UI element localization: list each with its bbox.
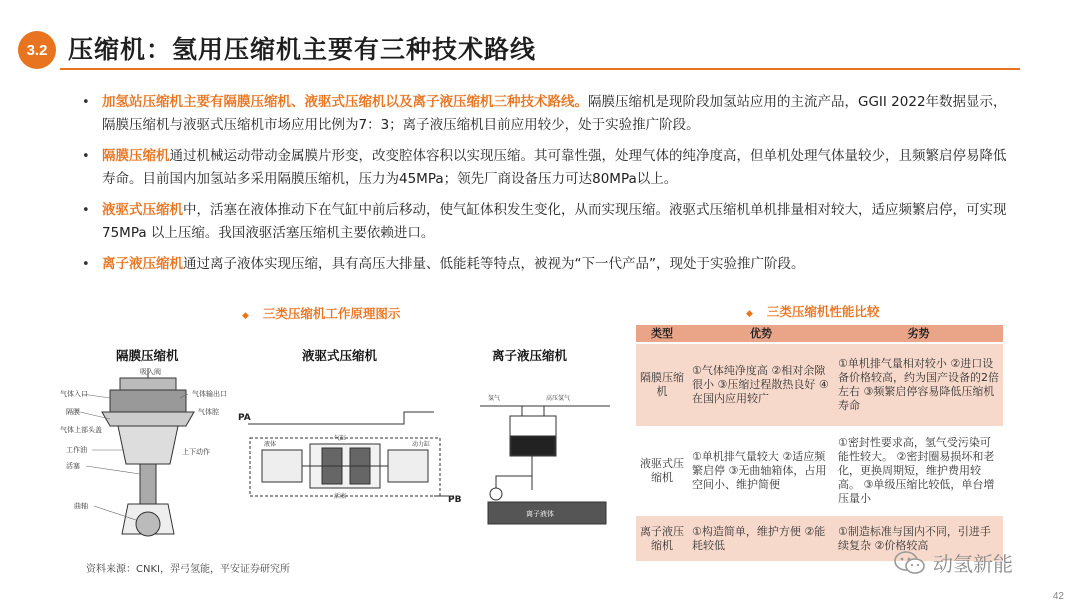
hydraulic-callout: 活塞 bbox=[334, 493, 347, 500]
diaphragm-callout: 上下动作 bbox=[182, 448, 210, 456]
bullet-highlight: 离子液压缩机 bbox=[102, 256, 183, 272]
pb-label: PB bbox=[448, 495, 462, 505]
bullet-dot-icon: • bbox=[82, 149, 90, 164]
page-title: 压缩机：氢用压缩机主要有三种技术路线 bbox=[68, 35, 537, 64]
table-cell-cons: ①单机排气量相对较小 ②进口设备价格较高，约为国产设备的2倍左右 ③频繁启停容易降低压缩机寿命 bbox=[834, 343, 1003, 427]
hydraulic-callout: 动力缸 bbox=[412, 441, 431, 448]
bullet-dot-icon: • bbox=[82, 203, 90, 218]
table-cell-type: 隔膜压缩机 bbox=[636, 343, 688, 427]
hydraulic-panel-label: 液驱式压缩机 bbox=[302, 348, 378, 363]
bullet-highlight: 液驱式压缩机 bbox=[102, 202, 183, 218]
ionic-callout: 氢气 bbox=[488, 395, 501, 402]
bullet-item bbox=[82, 145, 1012, 191]
hydraulic-callout: 气缸 bbox=[334, 435, 347, 442]
ionic-panel-label: 离子液压缩机 bbox=[492, 348, 568, 363]
performance-comparison-table bbox=[636, 325, 1003, 561]
page-number: 42 bbox=[1052, 591, 1064, 602]
bullet-highlight: 隔膜压缩机 bbox=[102, 148, 170, 164]
diaphragm-callout: 工作油 bbox=[66, 446, 87, 454]
table-row bbox=[636, 427, 1003, 515]
diaphragm-callout: 气体腔 bbox=[198, 408, 219, 416]
table-cell-cons: ①密封性要求高，氢气受污染可能性较大。 ②密封圈易损坏和老化，更换周期短，维护费用较高。 ③单级压缩比较低，单台增压量小 bbox=[834, 427, 1003, 515]
bullet-highlight: 加氢站压缩机主要有隔膜压缩机、液驱式压缩机以及离子液压缩机三种技术路线。 bbox=[102, 94, 588, 110]
table-cell-pros: ①构造简单，维护方便 ②能耗较低 bbox=[688, 515, 834, 561]
source-note: 资料来源：CNKI，羿弓氢能，平安证券研究所 bbox=[86, 564, 290, 575]
bullet-dot-icon: • bbox=[82, 257, 90, 272]
hydraulic-callout: 液体 bbox=[264, 441, 277, 448]
diaphragm-callout: 气体上部头盖 bbox=[60, 426, 102, 434]
diamond-icon: ◆ bbox=[242, 311, 249, 321]
table-header-cons: 劣势 bbox=[834, 325, 1003, 343]
table-cell-pros: ①气体纯净度高 ②相对余隙很小 ③压缩过程散热良好 ④在国内应用较广 bbox=[688, 343, 834, 427]
figure-title: ◆ 三类压缩机工作原理图示 bbox=[242, 306, 401, 321]
watermark bbox=[893, 548, 1013, 577]
bullet-text: 通过离子液体实现压缩，具有高压大排量、低能耗等特点，被视为“下一代产品”，现处于实验推广阶段。 bbox=[183, 256, 805, 272]
pa-label: PA bbox=[238, 413, 251, 423]
bullet-text: 中，活塞在液体推动下在气缸中前后移动，使气缸体积发生变化，从而实现压缩。液驱式压缩机单机排量相对较大，适应频繁启停，可实现 75MPa 以上压缩。我国液驱活塞压缩机主要依赖进口。 bbox=[102, 202, 1007, 241]
diaphragm-callout: 活塞 bbox=[66, 462, 80, 470]
diamond-icon: ◆ bbox=[746, 309, 753, 319]
diaphragm-callout: 隔膜 bbox=[66, 408, 80, 416]
bullet-text: 通过机械运动带动金属膜片形变，改变腔体容积以实现压缩。其可靠性强，处理气体的纯净度高，但单机处理气体量较少，且频繁启停易降低寿命。目前国内加氢站多采用隔膜压缩机，压力为45MPa；领先厂商设备压力可达80MPa以上。 bbox=[102, 148, 1007, 187]
hydraulic-compressor-diagram bbox=[234, 398, 466, 510]
bullet-item bbox=[82, 199, 1012, 245]
ionic-callout: 高压氢气 bbox=[546, 395, 571, 402]
table-header-type: 类型 bbox=[636, 325, 688, 343]
diaphragm-compressor-diagram bbox=[58, 364, 238, 554]
table-row bbox=[636, 343, 1003, 427]
diaphragm-callout: 曲轴 bbox=[74, 502, 88, 510]
diaphragm-callout: 吸入阀 bbox=[140, 368, 161, 376]
bullet-item bbox=[82, 91, 1012, 137]
title-divider bbox=[60, 68, 1020, 70]
bullet-text: 隔膜压缩机是现阶段加氢站应用的主流产品，GGII 2022年数据显示，隔膜压缩机与液驱式压缩机市场应用比例为7：3；离子液压缩机目前应用较少，处于实验推广阶段。 bbox=[102, 94, 1007, 133]
table-header-row bbox=[636, 325, 1003, 343]
diaphragm-callout: 气体输出口 bbox=[192, 390, 227, 398]
table-cell-cons: ①制造标准与国内不同，引进手续复杂 ②价格较高 bbox=[834, 515, 1003, 561]
watermark-text: 动氢新能 bbox=[933, 552, 1013, 576]
bullet-dot-icon: • bbox=[82, 95, 90, 110]
table-cell-type: 离子液压缩机 bbox=[636, 515, 688, 561]
bullet-list bbox=[82, 91, 1012, 284]
bullet-item bbox=[82, 253, 1012, 276]
table-cell-type: 液驱式压缩机 bbox=[636, 427, 688, 515]
section-number-badge: 3.2 bbox=[18, 31, 56, 69]
table-title: ◆ 三类压缩机性能比较 bbox=[746, 304, 880, 319]
wechat-icon bbox=[893, 549, 927, 577]
ionic-compressor-diagram bbox=[470, 386, 620, 532]
diaphragm-panel-label: 隔膜压缩机 bbox=[116, 348, 179, 363]
table-header-pros: 优势 bbox=[688, 325, 834, 343]
ionic-callout: 离子液体 bbox=[526, 510, 554, 518]
diaphragm-callout: 气体入口 bbox=[60, 390, 88, 398]
table-cell-pros: ①单机排气量较大 ②适应频繁启停 ③无曲轴箱体，占用空间小、维护简便 bbox=[688, 427, 834, 515]
